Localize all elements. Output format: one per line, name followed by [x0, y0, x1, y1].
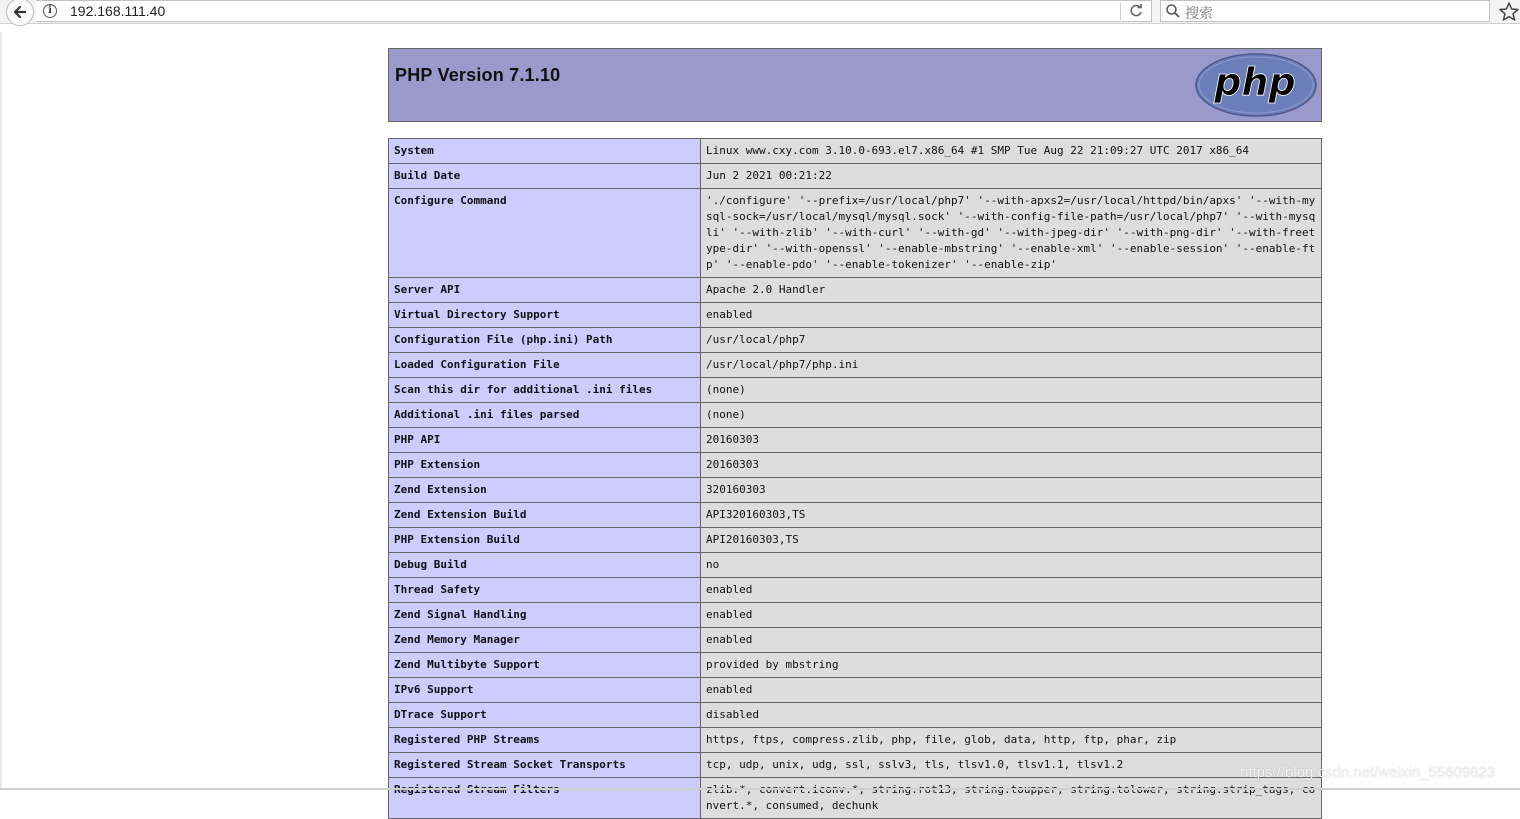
table-row: [389, 139, 1322, 164]
row-value: nvert.*, consumed, dechunk: [701, 778, 1322, 819]
table-row: [389, 303, 1322, 328]
row-value: Jun 2 2021 00:21:22: [701, 164, 1322, 189]
row-label: Zend Memory Manager: [389, 628, 701, 653]
row-label: Thread Safety: [389, 578, 701, 603]
address-bar[interactable]: [36, 0, 1152, 22]
row-label: Zend Extension Build: [389, 503, 701, 528]
table-row: [389, 653, 1322, 678]
table-row: [389, 428, 1322, 453]
row-label: Configure Command: [389, 189, 701, 278]
row-value: enabled: [701, 603, 1322, 628]
window-bottom-border: [0, 788, 1520, 790]
row-value: /usr/local/php7: [701, 328, 1322, 353]
table-row: [389, 478, 1322, 503]
row-label: IPv6 Support: [389, 678, 701, 703]
php-logo-text: php: [1214, 60, 1296, 104]
row-label: PHP Extension: [389, 453, 701, 478]
row-label: Debug Build: [389, 553, 701, 578]
table-row: [389, 528, 1322, 553]
search-icon: [1165, 3, 1181, 19]
table-row: [389, 453, 1322, 478]
row-value: enabled: [701, 303, 1322, 328]
row-label: System: [389, 139, 701, 164]
row-label: [389, 778, 701, 819]
table-row: [389, 353, 1322, 378]
table-row: [389, 503, 1322, 528]
table-row: [389, 628, 1322, 653]
bookmark-star-icon[interactable]: [1498, 1, 1520, 23]
row-value: /usr/local/php7/php.ini: [701, 353, 1322, 378]
row-value: (none): [701, 403, 1322, 428]
left-edge: [0, 32, 2, 790]
row-value: https, ftps, compress.zlib, php, file, glob, data, http, ftp, phar, zip: [701, 728, 1322, 753]
row-label: Loaded Configuration File: [389, 353, 701, 378]
row-value: no: [701, 553, 1322, 578]
table-row: [389, 189, 1322, 278]
table-row: [389, 378, 1322, 403]
row-label: Virtual Directory Support: [389, 303, 701, 328]
table-row: [389, 753, 1322, 778]
table-row: [389, 678, 1322, 703]
row-label: Server API: [389, 278, 701, 303]
row-label: Zend Multibyte Support: [389, 653, 701, 678]
search-input[interactable]: 搜索: [1185, 6, 1213, 22]
php-info-table: [388, 138, 1322, 819]
row-value: tcp, udp, unix, udg, ssl, sslv3, tls, tlsv1.0, tlsv1.1, tlsv1.2: [701, 753, 1322, 778]
php-info-table-body: [389, 139, 1322, 819]
row-label: Configuration File (php.ini) Path: [389, 328, 701, 353]
row-label: Scan this dir for additional .ini files: [389, 378, 701, 403]
table-row: [389, 603, 1322, 628]
php-logo[interactable]: [1195, 53, 1317, 117]
table-row: [389, 328, 1322, 353]
page-content: [0, 32, 1520, 812]
row-value: Linux www.cxy.com 3.10.0-693.el7.x86_64 #1 SMP Tue Aug 22 21:09:27 UTC 2017 x86_64: [701, 139, 1322, 164]
row-label: PHP Extension Build: [389, 528, 701, 553]
row-value: './configure' '--prefix=/usr/local/php7' '--with-apxs2=/usr/local/httpd/bin/apxs' '--with-mysql-sock=/usr/local/mysql/mysql.sock' '--with-config-file-path=/usr/local/php7' '--with-mysqli' '--with-zlib' '--with-curl' '--with-gd' '--with-jpeg-dir' '--with-png-dir' '--with-freetype-dir' '--with-openssl' '--enable-mbstring' '--enable-xml' '--enable-session' '--enable-ftp' '--enable-pdo' '--enable-tokenizer' '--enable-zip': [701, 189, 1322, 278]
table-row: [389, 164, 1322, 189]
reload-icon[interactable]: [1128, 3, 1144, 19]
table-row: [389, 553, 1322, 578]
row-label: Zend Extension: [389, 478, 701, 503]
url-text[interactable]: 192.168.111.40: [70, 3, 166, 19]
table-row: [389, 278, 1322, 303]
url-divider: [1120, 3, 1121, 20]
back-button[interactable]: [6, 0, 34, 26]
table-row: [389, 778, 1322, 819]
row-label: Additional .ini files parsed: [389, 403, 701, 428]
row-value: Apache 2.0 Handler: [701, 278, 1322, 303]
table-row: [389, 578, 1322, 603]
table-row: [389, 728, 1322, 753]
row-value: 20160303: [701, 428, 1322, 453]
row-label: Registered Stream Socket Transports: [389, 753, 701, 778]
row-value: enabled: [701, 578, 1322, 603]
row-label: Registered PHP Streams: [389, 728, 701, 753]
row-value: enabled: [701, 678, 1322, 703]
site-info-icon[interactable]: i: [43, 4, 57, 18]
page-title: PHP Version 7.1.10: [395, 65, 561, 85]
row-value: (none): [701, 378, 1322, 403]
browser-toolbar: [0, 0, 1520, 24]
watermark-text: https://blog.csdn.net/weixin_55609823: [1240, 764, 1496, 781]
table-row: [389, 403, 1322, 428]
row-label: DTrace Support: [389, 703, 701, 728]
search-bar[interactable]: [1160, 0, 1490, 22]
row-value: provided by mbstring: [701, 653, 1322, 678]
row-label: Zend Signal Handling: [389, 603, 701, 628]
row-value: API20160303,TS: [701, 528, 1322, 553]
php-version-header: [388, 48, 1322, 122]
arrow-left-icon: [12, 4, 28, 20]
row-value: 20160303: [701, 453, 1322, 478]
table-row: [389, 703, 1322, 728]
row-value: 320160303: [701, 478, 1322, 503]
row-label: Build Date: [389, 164, 701, 189]
row-value: enabled: [701, 628, 1322, 653]
row-label: PHP API: [389, 428, 701, 453]
row-value: disabled: [701, 703, 1322, 728]
row-value: API320160303,TS: [701, 503, 1322, 528]
